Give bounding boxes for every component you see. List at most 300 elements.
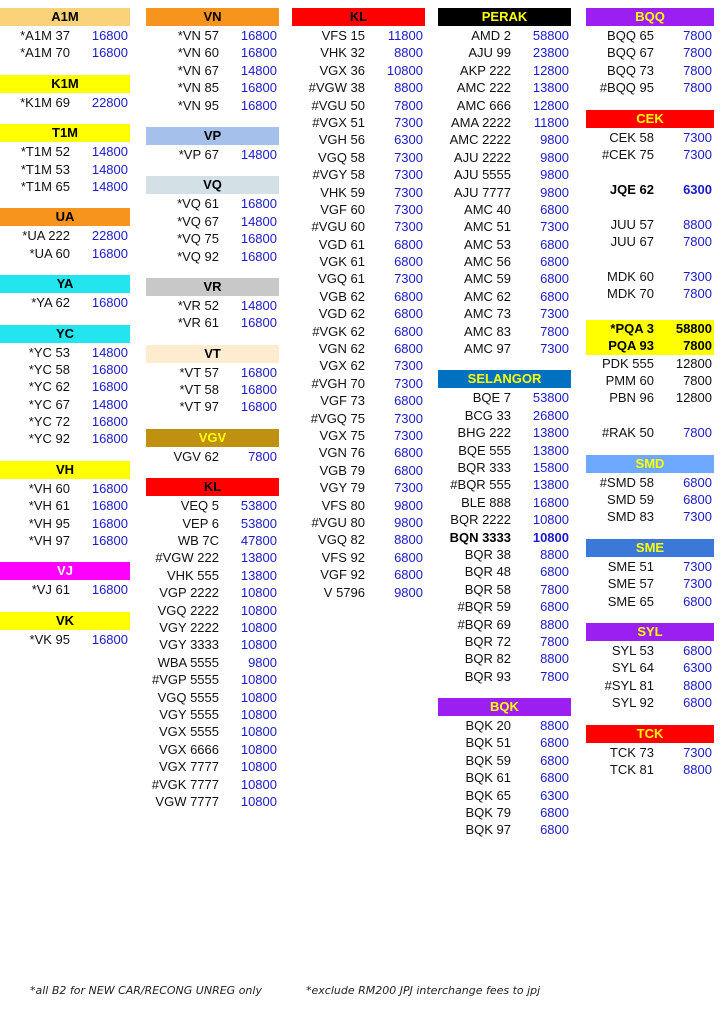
plate-group: [0, 562, 130, 598]
plate-price: 13800: [532, 425, 569, 441]
plate-row: [586, 575, 714, 592]
plate-price: 8800: [394, 532, 423, 548]
plate-number: BQQ 67: [607, 45, 654, 61]
plate-price: 6300: [540, 787, 569, 803]
plate-price: 9800: [540, 167, 569, 183]
plate-group: [586, 110, 714, 442]
plate-number: AMC 73: [464, 306, 511, 322]
plate-number: #VGK 7777: [151, 776, 219, 792]
group-header: VQ: [146, 176, 279, 194]
group-header: SMD: [586, 455, 714, 473]
plate-row: [146, 195, 279, 212]
plate-row: [0, 581, 130, 598]
plate-price: 16800: [240, 248, 277, 264]
plate-price: 6800: [394, 393, 423, 409]
column-4: [438, 8, 571, 852]
plate-number: *VN 60: [177, 45, 219, 61]
plate-price: 9800: [248, 654, 277, 670]
plate-row: [292, 479, 425, 496]
group-header: KL: [292, 8, 425, 26]
plate-row: [438, 598, 571, 615]
plate-row: [438, 787, 571, 804]
plate-number: *VJ 61: [31, 582, 70, 598]
plate-row: [586, 642, 714, 659]
plate-row: [146, 398, 279, 415]
plate-number: WB 7C: [177, 533, 219, 549]
group-header: VH: [0, 461, 130, 479]
plate-price: 7800: [540, 633, 569, 649]
plate-number: BQQ 73: [607, 62, 654, 78]
plate-row: [438, 546, 571, 563]
plate-number: #VGY 58: [312, 167, 365, 183]
plate-row: [146, 549, 279, 566]
plate-number: #SMD 58: [599, 474, 654, 490]
plate-row: [292, 340, 425, 357]
plate-row: [438, 270, 571, 287]
plate-price: 8800: [683, 216, 712, 232]
group-header: YA: [0, 275, 130, 293]
plate-row: [438, 201, 571, 218]
plate-number: *VN 57: [177, 28, 219, 43]
plate-price: 7800: [540, 323, 569, 339]
plate-row: [586, 216, 714, 233]
plate-row: [438, 529, 571, 546]
group-header: UA: [0, 208, 130, 226]
plate-row: [0, 361, 130, 378]
column-2: [146, 8, 279, 823]
plate-row: [292, 236, 425, 253]
plate-number: BQE 7: [472, 390, 511, 406]
plate-row: [438, 616, 571, 633]
plate-number: BQR 48: [464, 564, 511, 580]
plate-row: [586, 62, 714, 79]
plate-price: 26800: [532, 407, 569, 423]
plate-price: 6800: [394, 445, 423, 461]
plate-price: 8800: [683, 761, 712, 777]
plate-price: 7300: [394, 149, 423, 165]
plate-price: 7300: [683, 576, 712, 592]
plate-number: #RAK 50: [601, 425, 654, 441]
plate-number: AKP 222: [459, 62, 511, 78]
plate-row: [0, 94, 130, 111]
plate-row: [438, 44, 571, 61]
plate-row: [586, 129, 714, 146]
plate-row: [146, 532, 279, 549]
plate-price: 7300: [394, 219, 423, 235]
plate-price: 7300: [540, 219, 569, 235]
plate-number: VGX 75: [319, 427, 365, 443]
plate-row: [292, 79, 425, 96]
plate-price: 6800: [683, 642, 712, 658]
group-header: VGV: [146, 429, 279, 447]
plate-number: *VN 85: [177, 80, 219, 96]
plate-row: [292, 270, 425, 287]
plate-row: [438, 114, 571, 131]
plate-row: [146, 27, 279, 44]
plate-row: [438, 633, 571, 650]
plate-price: 16800: [240, 399, 277, 415]
plate-number: JUU 57: [610, 216, 654, 232]
plate-number: *VN 67: [177, 62, 219, 78]
plate-price: 6800: [394, 236, 423, 252]
plate-row: [0, 430, 130, 447]
plate-price: 7300: [683, 129, 712, 145]
plate-price: 6800: [394, 549, 423, 565]
plate-number: VGX 6666: [159, 741, 219, 757]
plate-row: [0, 480, 130, 497]
plate-row: [146, 741, 279, 758]
plate-number: AMC 2222: [449, 132, 511, 148]
plate-price: 7800: [540, 581, 569, 597]
plate-price: 9800: [394, 584, 423, 600]
plate-number: #BQR 555: [450, 477, 511, 493]
plate-row: [438, 424, 571, 441]
plate-price: 7300: [683, 558, 712, 574]
plate-price: 6800: [394, 323, 423, 339]
plate-price: 11800: [533, 114, 569, 130]
plate-row: [146, 230, 279, 247]
group-header: VP: [146, 127, 279, 145]
plate-row: [146, 619, 279, 636]
group-header: VR: [146, 278, 279, 296]
plate-price: 7800: [683, 425, 712, 441]
group-header: K1M: [0, 75, 130, 93]
plate-price: 10800: [240, 759, 277, 775]
plate-number: #VGU 60: [311, 219, 365, 235]
plate-row: [146, 44, 279, 61]
plate-number: VGQ 61: [318, 271, 365, 287]
plate-number: AMC 40: [464, 201, 511, 217]
plate-number: *VH 97: [28, 533, 70, 549]
plate-group: [0, 325, 130, 448]
plate-number: #BQR 69: [457, 616, 511, 632]
plate-group: [586, 8, 714, 97]
plate-row: [146, 314, 279, 331]
plate-price: 6800: [394, 306, 423, 322]
plate-row: [438, 131, 571, 148]
spacer-row: [586, 198, 714, 215]
plate-price: 9800: [540, 132, 569, 148]
plate-number: BQR 72: [464, 633, 511, 649]
plate-price: 14800: [240, 213, 277, 229]
plate-number: VFS 92: [321, 549, 365, 565]
group-header: KL: [146, 478, 279, 496]
plate-price: 10800: [532, 512, 569, 528]
group-header: VN: [146, 8, 279, 26]
plate-price: 16800: [91, 45, 128, 61]
plate-price: 9800: [540, 184, 569, 200]
plate-row: [146, 602, 279, 619]
plate-number: VGW 7777: [155, 793, 219, 809]
plate-row: [586, 320, 714, 337]
plate-group: [0, 461, 130, 550]
plate-number: #CEK 75: [601, 146, 654, 162]
plate-number: *VT 58: [179, 382, 219, 398]
group-header: BQK: [438, 698, 571, 716]
plate-number: *VT 57: [179, 364, 219, 380]
plate-price: 10800: [240, 724, 277, 740]
plate-group: [0, 208, 130, 262]
plate-row: [438, 769, 571, 786]
plate-row: [0, 631, 130, 648]
plate-row: [146, 584, 279, 601]
plate-row: [586, 558, 714, 575]
group-header: T1M: [0, 124, 130, 142]
plate-price: 12800: [675, 390, 712, 406]
plate-row: [146, 776, 279, 793]
plate-number: VEP 6: [182, 515, 219, 531]
plate-row: [438, 442, 571, 459]
plate-price: 10800: [240, 776, 277, 792]
plate-price: 6800: [540, 236, 569, 252]
plate-number: *PQA 3: [610, 320, 654, 336]
plate-row: [438, 476, 571, 493]
plate-group: [146, 127, 279, 163]
plate-row: [146, 381, 279, 398]
plate-number: *K1M 69: [20, 94, 70, 110]
plate-price: 12800: [675, 355, 712, 371]
plate-number: *VN 95: [177, 97, 219, 113]
plate-price: 14800: [91, 396, 128, 412]
plate-number: *VH 61: [28, 498, 70, 514]
plate-number: VGK 61: [319, 254, 365, 270]
plate-number: #BQR 59: [457, 599, 511, 615]
plate-number: VGQ 5555: [157, 689, 219, 705]
plate-number: VGB 62: [319, 288, 365, 304]
plate-row: [438, 97, 571, 114]
plate-price: 16800: [240, 196, 277, 212]
plate-number: *VQ 61: [177, 196, 219, 212]
group-header: SME: [586, 539, 714, 557]
plate-number: BQK 65: [465, 787, 511, 803]
plate-number: *YA 62: [31, 295, 70, 311]
plate-price: 6800: [394, 341, 423, 357]
plate-number: VGX 7777: [159, 759, 219, 775]
plate-price: 7800: [683, 28, 712, 43]
plate-number: PBN 96: [609, 390, 654, 406]
plate-price: 47800: [240, 533, 277, 549]
plate-number: *A1M 70: [20, 45, 70, 61]
plate-row: [0, 378, 130, 395]
plate-price: 7800: [248, 448, 277, 464]
plate-row: [292, 201, 425, 218]
plate-price: 6800: [540, 201, 569, 217]
plate-number: SME 65: [607, 593, 654, 609]
plate-number: BQR 58: [464, 581, 511, 597]
plate-number: VGX 36: [319, 62, 365, 78]
plate-price: 8800: [540, 651, 569, 667]
plate-number: *VQ 75: [177, 231, 219, 247]
spacer-row: [586, 407, 714, 424]
plate-row: [586, 593, 714, 610]
plate-number: *UA 222: [22, 228, 70, 244]
plate-row: [438, 149, 571, 166]
plate-row: [0, 515, 130, 532]
plate-number: VGH 56: [318, 132, 365, 148]
plate-number: CEK 58: [609, 129, 654, 145]
plate-row: [292, 27, 425, 44]
plate-number: MDK 70: [607, 286, 654, 302]
plate-number: PDK 555: [601, 355, 654, 371]
plate-number: PMM 60: [605, 373, 654, 389]
group-header: VT: [146, 345, 279, 363]
plate-row: [438, 581, 571, 598]
plate-row: [146, 97, 279, 114]
plate-number: BQR 38: [464, 546, 511, 562]
plate-price: 7300: [540, 306, 569, 322]
plate-price: 7800: [683, 45, 712, 61]
plate-price: 7800: [683, 286, 712, 302]
plate-price: 16800: [240, 28, 277, 43]
plate-number: VGP 2222: [159, 585, 219, 601]
plate-number: VGB 79: [319, 462, 365, 478]
plate-number: *VP 67: [178, 146, 219, 162]
plate-number: SYL 64: [611, 660, 654, 676]
plate-number: AMD 2: [471, 28, 511, 43]
plate-price: 16800: [240, 364, 277, 380]
group-header: SELANGOR: [438, 370, 571, 388]
plate-price: 16800: [91, 480, 128, 496]
plate-price: 22800: [91, 94, 128, 110]
plate-group: [586, 539, 714, 610]
plate-row: [438, 340, 571, 357]
plate-number: AMC 666: [456, 97, 511, 113]
group-header: A1M: [0, 8, 130, 26]
plate-price: 16800: [91, 431, 128, 447]
plate-row: [586, 337, 714, 354]
plate-number: AJU 2222: [453, 149, 511, 165]
plate-price: 7800: [683, 373, 712, 389]
plate-price: 7300: [394, 271, 423, 287]
plate-price: 6800: [394, 288, 423, 304]
plate-row: [292, 514, 425, 531]
plate-group: [0, 612, 130, 648]
plate-group: [438, 698, 571, 839]
plate-number: *VR 61: [177, 315, 219, 331]
plate-row: [586, 268, 714, 285]
plate-row: [292, 44, 425, 61]
plate-price: 7300: [394, 480, 423, 496]
plate-price: 8800: [540, 546, 569, 562]
plate-number: AMC 51: [464, 219, 511, 235]
plate-row: [146, 448, 279, 465]
plate-number: *YC 53: [28, 344, 70, 360]
plate-number: SME 57: [607, 576, 654, 592]
plate-price: 16800: [91, 28, 128, 43]
plate-price: 7800: [540, 668, 569, 684]
plate-row: [438, 305, 571, 322]
plate-row: [146, 671, 279, 688]
plate-price: 7800: [683, 62, 712, 78]
plate-number: *YC 67: [28, 396, 70, 412]
plate-number: BCG 33: [464, 407, 511, 423]
plate-number: *YC 72: [28, 414, 70, 430]
plate-price: 11800: [387, 28, 423, 43]
plate-number: #VGU 80: [311, 514, 365, 530]
plate-row: [0, 344, 130, 361]
plate-price: 6800: [540, 822, 569, 838]
plate-number: JUU 67: [610, 233, 654, 249]
group-header: BQQ: [586, 8, 714, 26]
plate-row: [0, 143, 130, 160]
plate-row: [292, 427, 425, 444]
plate-number: VGF 60: [320, 201, 365, 217]
plate-price: 13800: [532, 477, 569, 493]
plate-group: [146, 278, 279, 332]
plate-row: [0, 178, 130, 195]
plate-price: 7300: [394, 410, 423, 426]
plate-row: [586, 285, 714, 302]
plate-price: 14800: [91, 344, 128, 360]
plate-price: 6300: [683, 181, 712, 197]
plate-number: AMC 62: [464, 288, 511, 304]
plate-price: 9800: [394, 514, 423, 530]
plate-row: [146, 758, 279, 775]
plate-price: 10800: [240, 689, 277, 705]
plate-number: VGY 5555: [159, 706, 219, 722]
plate-price: 10800: [240, 672, 277, 688]
plate-number: AMC 53: [464, 236, 511, 252]
plate-number: *YC 58: [28, 361, 70, 377]
plate-number: *T1M 53: [20, 161, 70, 177]
plate-row: [438, 804, 571, 821]
plate-number: *VR 52: [177, 297, 219, 313]
plate-number: VGQ 82: [318, 532, 365, 548]
plate-price: 10800: [240, 706, 277, 722]
plate-row: [586, 27, 714, 44]
plate-row: [0, 413, 130, 430]
plate-number: *VK 95: [29, 631, 70, 647]
plate-price: 10800: [240, 602, 277, 618]
plate-group: [438, 8, 571, 357]
plate-row: [0, 44, 130, 61]
plate-group: [586, 725, 714, 779]
plate-number: VHK 59: [320, 184, 365, 200]
plate-price: 6800: [683, 474, 712, 490]
plate-number: VGQ 2222: [157, 602, 219, 618]
spacer-row: [586, 163, 714, 180]
plate-row: [586, 146, 714, 163]
plate-row: [0, 161, 130, 178]
plate-number: SME 51: [607, 558, 654, 574]
plate-row: [292, 184, 425, 201]
column-1: [0, 8, 130, 661]
plate-price: 16800: [91, 533, 128, 549]
plate-price: 10800: [240, 741, 277, 757]
plate-price: 16800: [91, 414, 128, 430]
plate-price: 8800: [540, 616, 569, 632]
plate-price: 16800: [240, 45, 277, 61]
plate-price: 10800: [532, 529, 569, 545]
plate-number: #SYL 81: [604, 677, 654, 693]
plate-number: SYL 53: [611, 642, 654, 658]
plate-number: #VGX 51: [312, 114, 365, 130]
plate-group: [146, 176, 279, 265]
plate-price: 58800: [675, 320, 712, 336]
group-header: VJ: [0, 562, 130, 580]
plate-row: [146, 62, 279, 79]
plate-price: 7300: [683, 744, 712, 760]
plate-price: 6800: [683, 695, 712, 711]
footer-note-right: *exclude RM200 JPJ interchange fees to jpj: [306, 984, 541, 997]
plate-price: 7800: [683, 80, 712, 96]
plate-number: JQE 62: [609, 181, 654, 197]
plate-row: [438, 323, 571, 340]
plate-number: *VQ 67: [177, 213, 219, 229]
plate-row: [438, 668, 571, 685]
plate-number: AJU 99: [468, 45, 511, 61]
plate-row: [292, 323, 425, 340]
